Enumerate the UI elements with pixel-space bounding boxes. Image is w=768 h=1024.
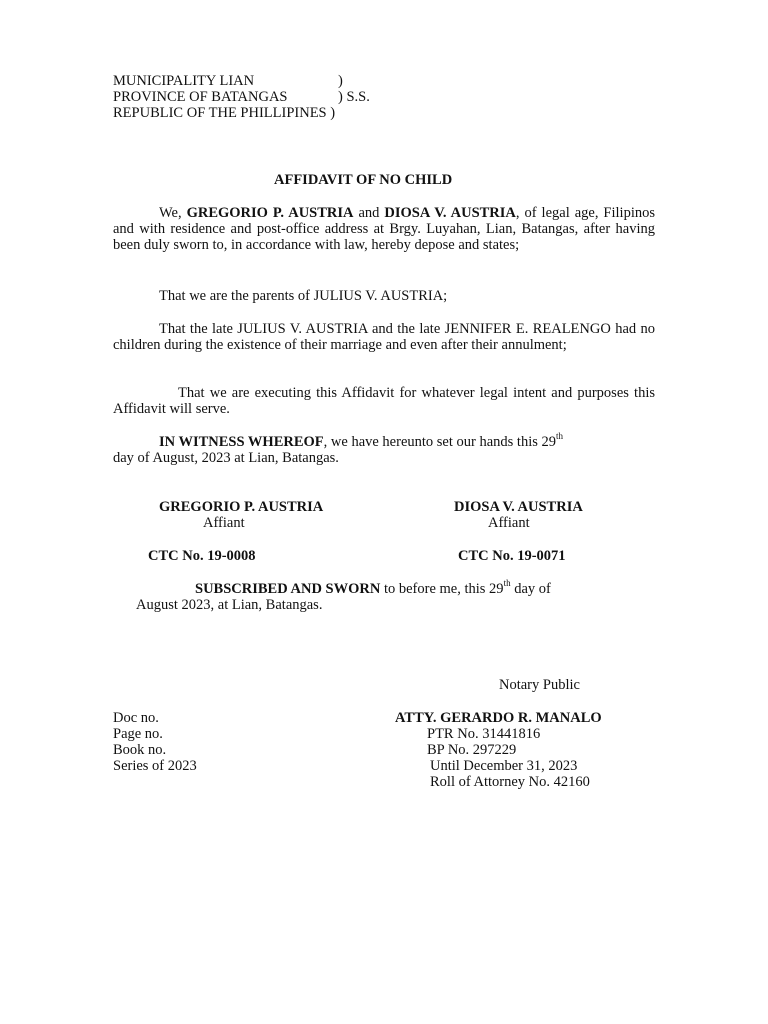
- witness-text: , we have hereunto set our hands this 29: [323, 434, 557, 450]
- venue-republic: REPUBLIC OF THE PHILLIPINES ): [113, 105, 336, 121]
- notary-until: Until December 31, 2023: [430, 758, 578, 774]
- affiant-name-1: GREGORIO P. AUSTRIA: [186, 205, 354, 221]
- jurat-line: [195, 578, 655, 597]
- notary-ptr: PTR No. 31441816: [427, 726, 541, 742]
- paragraph-purpose: That we are executing this Affidavit for whatever legal intent and purposes this Affidavit will serve.: [113, 385, 655, 417]
- signatory-name-2: DIOSA V. AUSTRIA: [454, 499, 583, 515]
- venue-province: PROVINCE OF BATANGAS: [113, 89, 288, 105]
- doc-number: Doc no.: [113, 710, 159, 726]
- ctc-number-1: CTC No. 19-0008: [148, 548, 256, 564]
- signatory-role-2: Affiant: [488, 515, 530, 531]
- jurat-sup: th: [503, 578, 511, 589]
- witness-sup: th: [556, 431, 564, 442]
- series-year: Series of 2023: [113, 758, 197, 774]
- p1-rest: , of legal age, Filipinos and with residence and post-office address at Brgy. Luyahan, Lian, Batangas, after having been duly sworn to, in accordance with law, hereby depose and states;: [113, 205, 655, 253]
- affiant-name-2: DIOSA V. AUSTRIA: [384, 205, 516, 221]
- witness-heading: IN WITNESS WHEREOF: [159, 434, 324, 450]
- notary-roll: Roll of Attorney No. 42160: [430, 774, 590, 790]
- venue-paren: ): [338, 73, 343, 89]
- ctc-number-2: CTC No. 19-0071: [458, 548, 566, 564]
- witness-line: [159, 431, 564, 450]
- page-number: Page no.: [113, 726, 163, 742]
- venue-municipality: MUNICIPALITY LIAN: [113, 73, 255, 89]
- jurat-heading: SUBSCRIBED AND SWORN: [195, 581, 381, 597]
- signatory-name-1: GREGORIO P. AUSTRIA: [159, 499, 324, 515]
- jurat-text: to before me, this 29: [380, 581, 504, 597]
- notary-bp: BP No. 297229: [427, 742, 517, 758]
- witness-date-line: day of August, 2023 at Lian, Batangas.: [113, 450, 339, 466]
- jurat-date-line: August 2023, at Lian, Batangas.: [136, 597, 323, 613]
- document-title: AFFIDAVIT OF NO CHILD: [274, 172, 453, 188]
- venue-ss: ) S.S.: [338, 89, 370, 105]
- paragraph-parents: That we are the parents of JULIUS V. AUSTRIA;: [159, 288, 448, 304]
- paragraph-affiants: [113, 205, 655, 253]
- book-number: Book no.: [113, 742, 167, 758]
- notary-name: ATTY. GERARDO R. MANALO: [395, 710, 602, 726]
- p1-and: and: [353, 205, 385, 221]
- signatory-role-1: Affiant: [203, 515, 245, 531]
- jurat-text-2: day of: [510, 581, 551, 597]
- notary-public-label: Notary Public: [499, 677, 580, 693]
- p1-we: We,: [159, 205, 187, 221]
- paragraph-no-children: That the late JULIUS V. AUSTRIA and the late JENNIFER E. REALENGO had no children during the existence of their marriage and even after their annulment;: [113, 321, 655, 353]
